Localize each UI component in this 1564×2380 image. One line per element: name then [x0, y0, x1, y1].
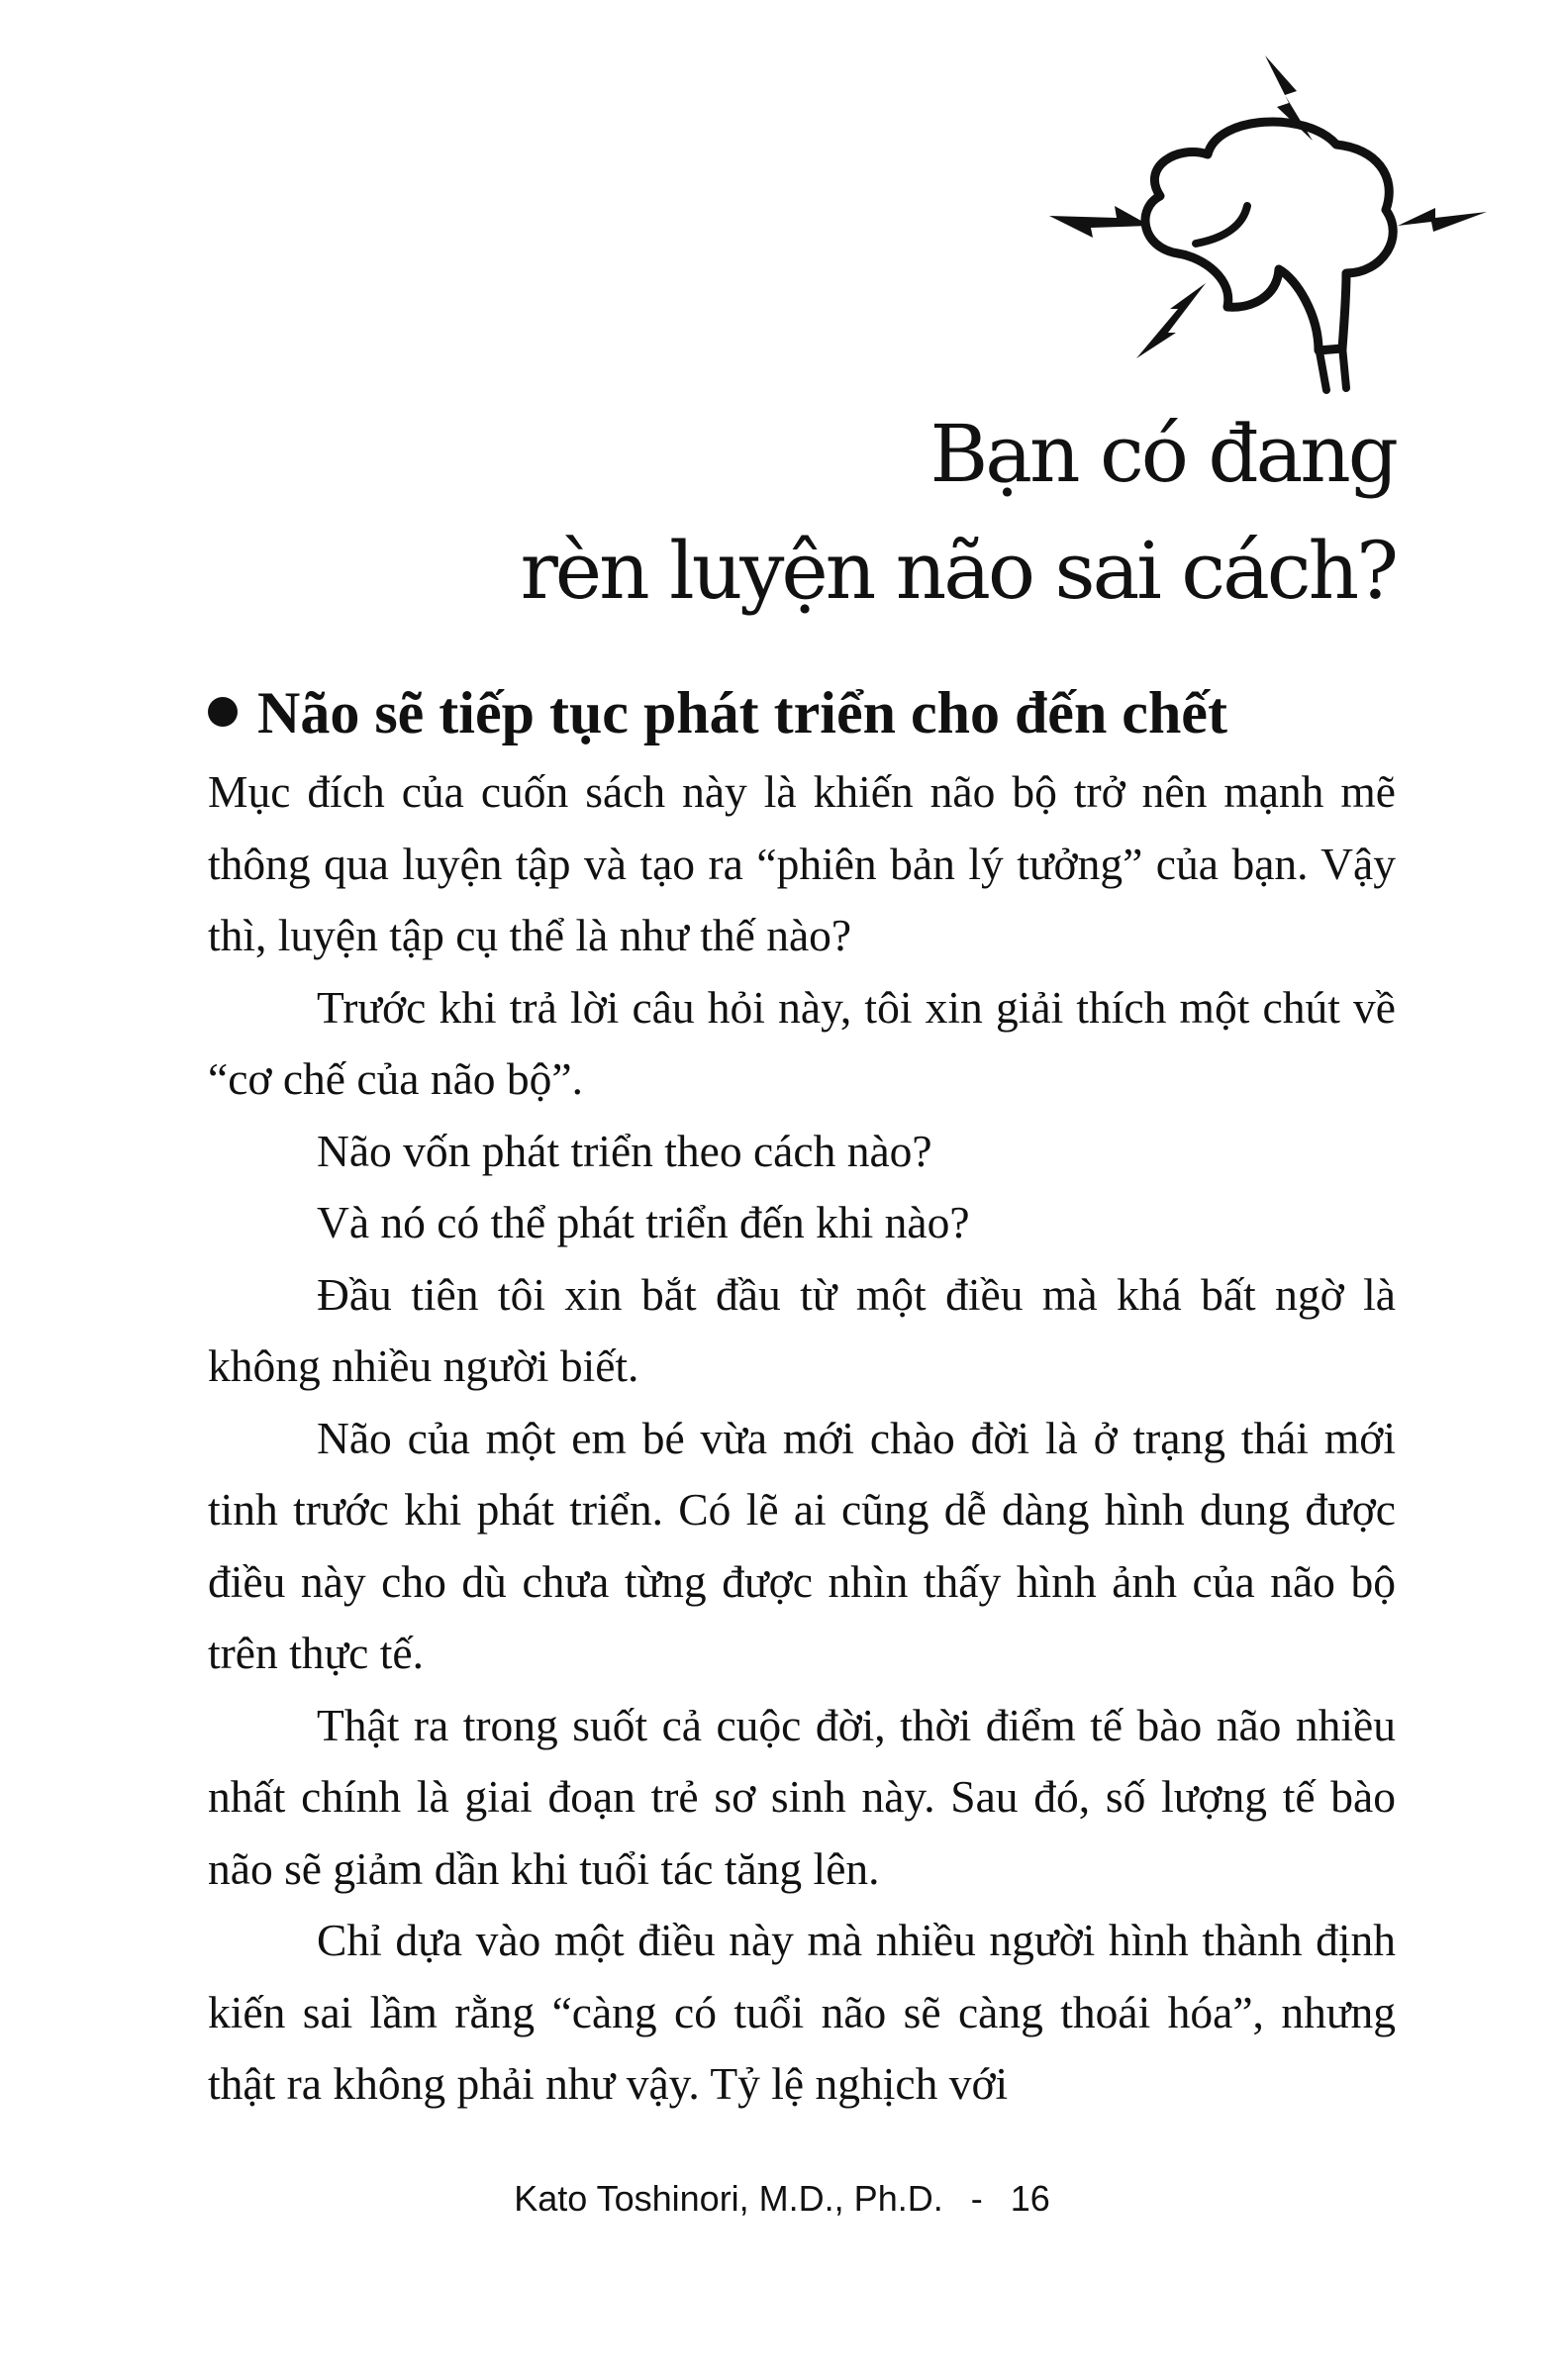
brain-outline-icon [1145, 122, 1393, 350]
chapter-title-line-1: Bạn có đang [929, 408, 1396, 500]
lightning-bolt-bottom-icon [1136, 283, 1206, 358]
paragraph: Đầu tiên tôi xin bắt đầu từ một điều mà khá bất ngờ là không nhiều người biết. [208, 1268, 1396, 1391]
paragraph: Não vốn phát triển theo cách nào? [317, 1125, 932, 1176]
bullet-dot-icon [208, 697, 238, 727]
paragraph: Chỉ dựa vào một điều này mà nhiều người hình thành định kiến sai lầm rằng “càng có tuổi não sẽ càng thoái hóa”, nhưng thật ra không phải như vậy. Tỷ lệ nghịch với [208, 1915, 1396, 2109]
paragraph: Và nó có thể phát triển đến khi nào? [317, 1197, 970, 1247]
chapter-title-line-2: rèn luyện não sai cách? [520, 525, 1396, 617]
brain-lightning-icon [1029, 50, 1505, 406]
chapter-title [307, 396, 1396, 630]
lightning-bolt-left-icon [1049, 206, 1150, 238]
footer-separator: - [970, 2178, 983, 2219]
section-heading [208, 673, 1396, 752]
lightning-bolt-right-icon [1398, 208, 1487, 232]
paragraph: Mục đích của cuốn sách này là khiến não bộ trở nên mạnh mẽ thông qua luyện tập và tạo ra “phiên bản lý tưởng” của bạn. Vậy thì, luyện tập cụ thể là như thế nào? [208, 766, 1396, 960]
section-heading-text: Não sẽ tiếp tục phát triển cho đến chết [257, 680, 1227, 745]
page-number: 16 [1010, 2178, 1050, 2219]
footer-author: Kato Toshinori, M.D., Ph.D. [514, 2178, 943, 2219]
paragraph: Trước khi trả lời câu hỏi này, tôi xin giải thích một chút về “cơ chế của não bộ”. [208, 981, 1396, 1104]
page-footer [0, 2178, 1564, 2220]
body-text [208, 756, 1396, 2121]
paragraph: Thật ra trong suốt cả cuộc đời, thời điểm tế bào não nhiều nhất chính là giai đoạn trẻ sơ sinh này. Sau đó, số lượng tế bào não sẽ giảm dần khi tuổi tác tăng lên. [208, 1699, 1396, 1894]
paragraph: Não của một em bé vừa mới chào đời là ở trạng thái mới tinh trước khi phát triển. Có lẽ ai cũng dễ dàng hình dung được điều này cho dù chưa từng được nhìn thấy hình ảnh của não bộ trên thực tế. [208, 1412, 1396, 1678]
